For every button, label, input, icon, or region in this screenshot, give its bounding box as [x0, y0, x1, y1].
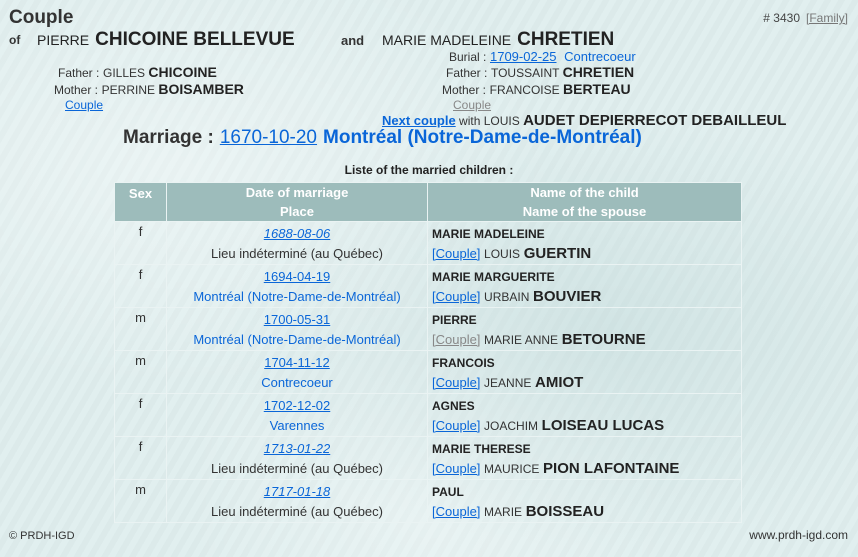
table-row [115, 308, 742, 351]
husband-father-name [103, 66, 217, 80]
child-name: AGNES [432, 399, 475, 413]
marriage-date-place-cell [167, 351, 428, 394]
child-marriage-place[interactable]: Montréal (Notre-Dame-de-Montréal) [193, 332, 401, 347]
page-title: Couple [9, 7, 74, 28]
spouse-first-name: JOACHIM [484, 419, 539, 433]
of-label: of [9, 33, 21, 47]
spouse-last-name: PION LAFONTAINE [543, 460, 680, 477]
child-name: MARIE MARGUERITE [432, 270, 555, 284]
child-name: PAUL [432, 485, 464, 499]
table-row [115, 351, 742, 394]
child-sex: m [115, 480, 167, 523]
child-sex: f [115, 394, 167, 437]
col-date-header [167, 183, 428, 222]
child-couple-link[interactable]: [Couple] [432, 375, 481, 390]
child-spouse-cell [428, 480, 742, 523]
children-table [114, 182, 742, 523]
child-spouse-cell [428, 222, 742, 265]
wife-father-name [491, 66, 634, 80]
child-marriage-date-link[interactable]: 1688-08-06 [263, 226, 331, 241]
father-last-name: CHRETIEN [562, 64, 635, 80]
child-marriage-date-link[interactable]: 1704-11-12 [264, 355, 330, 370]
children-table-body [115, 222, 742, 523]
site-url: www.prdh-igd.com [749, 528, 848, 542]
and-label: and [341, 33, 365, 48]
col-date-header-line1: Date of marriage [245, 185, 349, 200]
marriage-date-place-cell [167, 308, 428, 351]
children-list-heading: Liste of the married children : [344, 163, 514, 177]
child-sex: m [115, 351, 167, 394]
family-link[interactable]: [Family] [806, 11, 848, 25]
marriage-date-place-cell [167, 222, 428, 265]
col-name-header-line1: Name of the child [530, 185, 639, 200]
table-row [115, 480, 742, 523]
spouse-first-name: LOUIS [484, 247, 521, 261]
marriage-date-place-cell [167, 437, 428, 480]
next-spouse-last: AUDET DEPIERRECOT DEBAILLEUL [523, 112, 787, 129]
table-row [115, 265, 742, 308]
child-spouse-cell [428, 394, 742, 437]
spouse-first-name: URBAIN [484, 290, 530, 304]
child-spouse-cell [428, 351, 742, 394]
wife-burial [449, 49, 636, 64]
record-number: # 3430 [763, 11, 800, 25]
child-couple-link[interactable]: [Couple] [432, 418, 481, 433]
father-last-name: CHICOINE [148, 64, 217, 80]
spouse-last-name: LOISEAU LUCAS [541, 417, 665, 434]
mother-label: Mother : [442, 83, 487, 97]
father-label: Father : [446, 66, 488, 80]
child-marriage-place[interactable]: Montréal (Notre-Dame-de-Montréal) [193, 289, 401, 304]
child-couple-link[interactable]: [Couple] [432, 289, 481, 304]
husband-parents-couple-link[interactable]: Couple [65, 98, 104, 112]
child-name: MARIE THERESE [432, 442, 531, 456]
next-couple-link[interactable]: Next couple [382, 113, 456, 128]
table-row [115, 437, 742, 480]
burial-label: Burial : [449, 50, 487, 64]
spouse-last-name: BETOURNE [561, 331, 646, 348]
next-spouse-first: LOUIS [483, 114, 520, 128]
husband-father [58, 64, 217, 80]
mother-last-name: BOISAMBER [158, 81, 244, 97]
child-marriage-place: Lieu indéterminé (au Québec) [211, 246, 383, 261]
table-header-row [115, 183, 742, 222]
wife-parents-couple-link[interactable]: Couple [453, 98, 492, 112]
record-number-area [763, 11, 848, 25]
table-row [115, 222, 742, 265]
father-first-name: TOUSSAINT [490, 66, 560, 80]
col-date-header-line2: Place [280, 204, 314, 219]
wife-mother [442, 81, 631, 97]
spouse-last-name: BOISSEAU [525, 503, 605, 520]
child-name: MARIE MADELEINE [432, 227, 545, 241]
husband-mother [54, 81, 244, 97]
child-couple-link[interactable]: [Couple] [432, 332, 481, 347]
spouse-first-name: MARIE [484, 505, 523, 519]
wife-surname: CHRETIEN [517, 29, 615, 50]
child-couple-link[interactable]: [Couple] [432, 246, 481, 261]
child-marriage-place[interactable]: Contrecoeur [261, 375, 333, 390]
col-name-header-line2: Name of the spouse [522, 204, 647, 219]
mother-first-name: FRANCOISE [489, 83, 560, 97]
spouse-first-name: MARIE ANNE [484, 333, 559, 347]
spouse-last-name: GUERTIN [523, 245, 592, 262]
husband-name [37, 29, 295, 51]
child-marriage-date-link[interactable]: 1713-01-22 [263, 441, 331, 456]
wife-first-names: MARIE MADELEINE [382, 32, 512, 48]
child-spouse-cell [428, 437, 742, 480]
table-row [115, 394, 742, 437]
child-couple-link[interactable]: [Couple] [432, 461, 481, 476]
wife-father [446, 64, 634, 80]
child-sex: f [115, 265, 167, 308]
husband-first-names: PIERRE [37, 32, 90, 48]
child-marriage-place[interactable]: Varennes [269, 418, 325, 433]
spouse-first-name: JEANNE [484, 376, 532, 390]
spouse-last-name: AMIOT [535, 374, 584, 391]
spouse-first-name: MAURICE [484, 462, 540, 476]
col-sex-header: Sex [115, 183, 167, 222]
husband-surname: CHICOINE BELLEVUE [95, 29, 295, 50]
marriage-date-place-cell [167, 394, 428, 437]
child-couple-link[interactable]: [Couple] [432, 504, 481, 519]
marriage-line [123, 127, 642, 149]
mother-last-name: BERTEAU [563, 81, 631, 97]
col-name-header [428, 183, 742, 222]
child-marriage-date-link[interactable]: 1702-12-02 [263, 398, 331, 413]
burial-date-link[interactable]: 1709-02-25 [489, 49, 557, 64]
wife-name [382, 29, 614, 51]
child-sex: f [115, 437, 167, 480]
wife-mother-name [490, 83, 631, 97]
child-spouse-cell [428, 265, 742, 308]
marriage-date-place-cell [167, 480, 428, 523]
marriage-date-place-cell [167, 265, 428, 308]
father-first-name: GILLES [102, 66, 146, 80]
child-marriage-date-link[interactable]: 1717-01-18 [263, 484, 331, 499]
mother-first-name: PERRINE [101, 83, 155, 97]
father-label: Father : [58, 66, 100, 80]
child-marriage-place: Lieu indéterminé (au Québec) [211, 504, 383, 519]
copyright: © PRDH-IGD [9, 530, 75, 542]
child-name: PIERRE [432, 313, 477, 327]
husband-mother-name [102, 83, 244, 97]
child-marriage-date-link[interactable]: 1700-05-31 [263, 312, 331, 327]
spouse-last-name: BOUVIER [533, 288, 602, 305]
marriage-label: Marriage : [123, 127, 214, 148]
marriage-place-link[interactable]: Montréal (Notre-Dame-de-Montréal) [323, 127, 642, 148]
burial-place-link[interactable]: Contrecoeur [564, 49, 636, 64]
child-spouse-cell [428, 308, 742, 351]
child-name: FRANCOIS [432, 356, 495, 370]
child-marriage-date-link[interactable]: 1694-04-19 [263, 269, 331, 284]
marriage-date-link[interactable]: 1670-10-20 [219, 127, 318, 148]
child-sex: f [115, 222, 167, 265]
child-sex: m [115, 308, 167, 351]
mother-label: Mother : [54, 83, 99, 97]
child-marriage-place: Lieu indéterminé (au Québec) [211, 461, 383, 476]
next-with-label: with [459, 114, 481, 128]
